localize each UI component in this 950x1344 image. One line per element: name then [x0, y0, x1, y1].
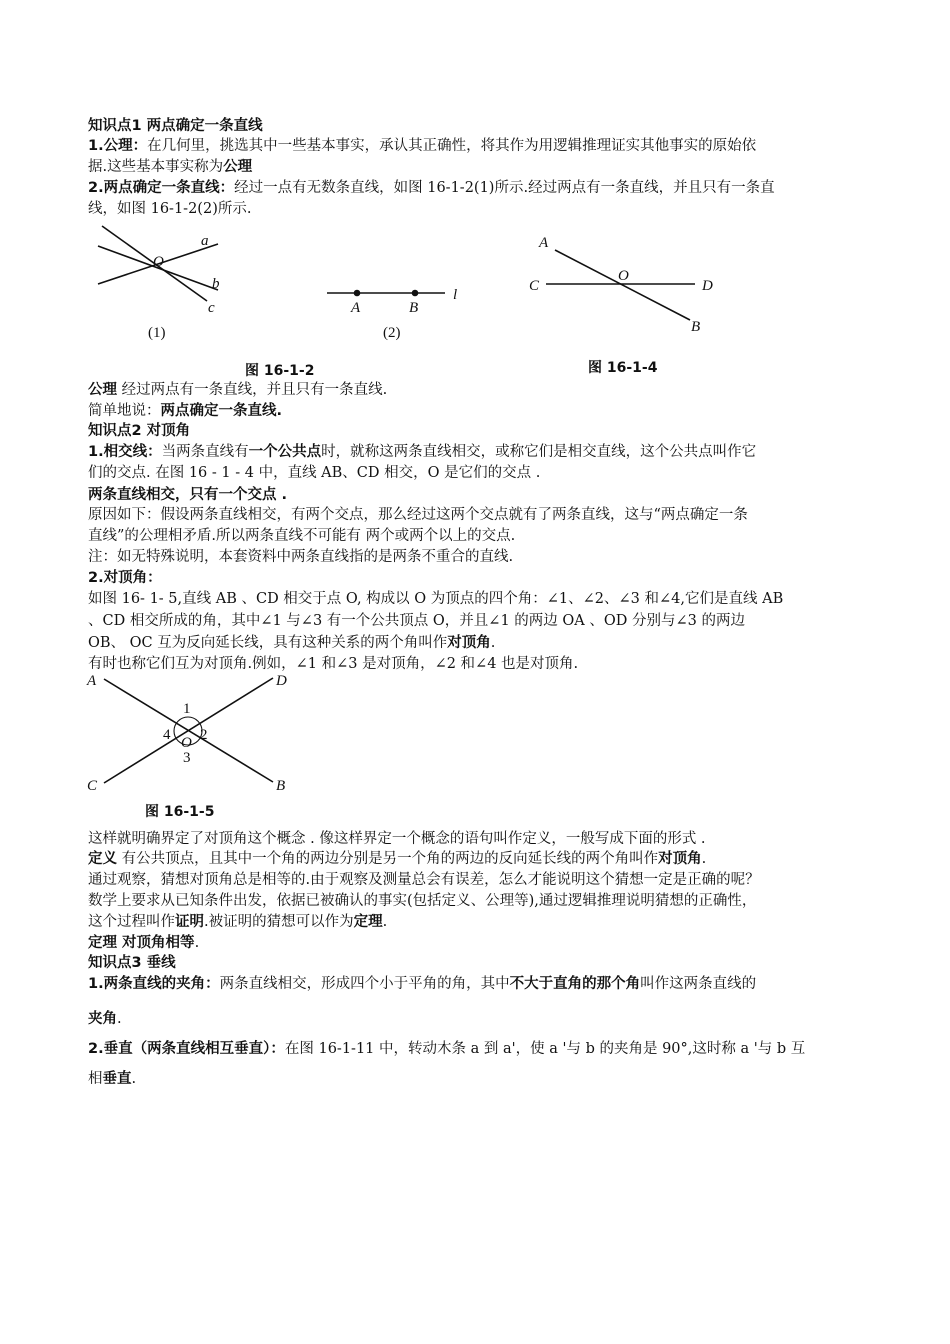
bold-text: 一个公共点 — [248, 444, 322, 460]
text-run: 们的交点. 在图 16 - 1 - 4 中，直线 AB、CD 相交，O 是它们的交点 . — [88, 465, 541, 481]
sub-label-1: (1) — [148, 325, 166, 341]
bold-text: 垂直 — [102, 1071, 132, 1087]
text-run: 在图 16-1-11 中，转动木条 a 到 a'，使 a '与 b 的夹角是 90°,这时称 a '与 b 互 — [284, 1041, 806, 1057]
text-run: 这个过程叫作 — [88, 914, 175, 930]
text-run: 相 — [88, 1071, 103, 1087]
text-run: 数学上要求从已知条件出发，依据已被确认的事实(包括定义、公理等),通过逻辑推理说明猜想的正确性， — [88, 893, 757, 909]
point-a — [355, 291, 360, 296]
text-run: 有公共顶点，且其中一个角的两边分别是另一个角的两边的反向延长线的两个角叫作 — [117, 851, 659, 867]
text-run: . — [131, 1071, 137, 1087]
bold-text: 定理 — [353, 914, 383, 930]
text-run: 据.这些基本事实称为 — [88, 159, 224, 175]
label-B: B — [276, 778, 286, 794]
label-A: A — [87, 673, 97, 689]
text-run: 、CD 相交所成的角，其中∠1 与∠3 有一个公共顶点 O，并且∠1 的两边 OA 、OD 分别与∠3 的两边 — [88, 613, 745, 629]
bold-text: 1.两条直线的夹角： — [88, 976, 220, 992]
bold-text: 1.公理： — [88, 138, 148, 154]
label-l: l — [453, 287, 458, 303]
figure-16-1-5 — [104, 678, 273, 783]
label-A: A — [539, 235, 549, 251]
label-B: B — [409, 300, 419, 316]
label-o: O — [153, 254, 164, 270]
figure-caption: 图 16-1-2 — [245, 363, 315, 379]
bold-text: 两条直线相交，只有一个交点 . — [88, 487, 288, 503]
text-run: . — [701, 851, 707, 867]
figure-16-1-4 — [546, 250, 695, 320]
bold-text: 知识点2 对顶角 — [88, 423, 191, 439]
text-run: . — [490, 635, 496, 651]
bold-text: 定义 — [88, 851, 117, 867]
label-c: c — [208, 300, 215, 316]
angle-1-label: 1 — [183, 701, 191, 717]
bold-text: 公理 — [88, 382, 117, 398]
text-run: 简单地说： — [88, 403, 161, 419]
angle-2-label: 2 — [200, 727, 208, 743]
figure-caption: 图 16-1-5 — [145, 804, 215, 820]
text-run: OB、 OC 互为反向延长线，具有这种关系的两个角叫作 — [88, 635, 448, 651]
text-run: 注：如无特殊说明，本套资料中两条直线指的是两条不重合的直线. — [88, 549, 514, 565]
figure-caption: 图 16-1-4 — [588, 360, 658, 376]
label-C: C — [87, 778, 98, 794]
text-run: 直线”的公理相矛盾.所以两条直线不可能有 两个或两个以上的交点. — [88, 528, 516, 544]
bold-text: 对顶角 — [447, 635, 491, 651]
text-run: 通过观察，猜想对顶角总是相等的.由于观察及测量总会有误差，怎么才能说明这个猜想一定是正确的呢？ — [88, 872, 760, 888]
bold-text: 证明 — [175, 914, 204, 930]
label-D: D — [276, 673, 287, 689]
label-a: a — [201, 233, 209, 249]
text-run: . — [117, 1011, 122, 1027]
label-O: O — [181, 735, 192, 751]
bold-text: 知识点3 垂线 — [88, 955, 176, 971]
bold-text: 知识点1 两点确定一条直线 — [88, 118, 263, 134]
bold-text: 不大于直角的那个角 — [509, 976, 641, 992]
sub-label-2: (2) — [383, 325, 401, 341]
bold-text: 对顶角 — [658, 851, 702, 867]
angle-4-label: 4 — [163, 727, 171, 743]
bold-text: 1.相交线： — [88, 444, 162, 460]
text-run: . — [382, 914, 388, 930]
text-run: 原因如下：假设两条直线相交，有两个交点，那么经过这两个交点就有了两条直线，这与“两点确定一条 — [88, 507, 748, 523]
bold-text: 2.对顶角： — [88, 570, 162, 586]
text-run: 经过两点有一条直线，并且只有一条直线. — [117, 382, 388, 398]
text-run: . — [194, 935, 200, 951]
bold-text: 2.两点确定一条直线： — [88, 180, 235, 196]
text-run: 时，就称这两条直线相交，或称它们是相交直线，这个公共点叫作它 — [321, 444, 757, 460]
bold-text: 定理 对顶角相等 — [88, 935, 195, 951]
text-run: 在几何里，挑选其中一些基本事实，承认其正确性，将其作为用逻辑推理证实其他事实的原始依 — [147, 138, 757, 154]
text-run: 这样就明确界定了对顶角这个概念 . 像这样界定一个概念的语句叫作定义，一般写成下面的形式 . — [88, 831, 706, 847]
bold-text: 夹角 — [88, 1011, 117, 1027]
label-D: D — [702, 278, 713, 294]
angle-3-label: 3 — [183, 750, 191, 766]
label-B: B — [691, 319, 701, 335]
text-run: 当两条直线有 — [161, 444, 249, 460]
text-run: 两条直线相交，形成四个小于平角的角，其中 — [219, 976, 510, 992]
bold-text: 公理 — [223, 159, 253, 175]
bold-text: 两点确定一条直线. — [160, 403, 283, 419]
text-run: .被证明的猜想可以作为 — [204, 914, 354, 930]
label-b: b — [212, 276, 220, 292]
figure-16-1-2 — [98, 226, 445, 301]
label-C: C — [529, 278, 540, 294]
text-run: 线，如图 16-1-2(2)所示. — [88, 201, 252, 217]
point-b — [413, 291, 418, 296]
line-ab — [555, 250, 690, 320]
text-run: 如图 16- 1- 5,直线 AB 、CD 相交于点 O, 构成以 O 为顶点的四个角：∠1、∠2、∠3 和∠4,它们是直线 AB — [88, 591, 784, 607]
text-run: 经过一点有无数条直线，如图 16-1-2(1)所示.经过两点有一条直线，并且只有一条直 — [234, 180, 775, 196]
label-A: A — [351, 300, 361, 316]
text-run: 有时也称它们互为对顶角.例如，∠1 和∠3 是对顶角，∠2 和∠4 也是对顶角. — [88, 656, 579, 672]
text-run: 叫作这两条直线的 — [640, 976, 757, 992]
bold-text: 2.垂直（两条直线相互垂直）： — [88, 1041, 285, 1057]
label-O: O — [618, 268, 629, 284]
